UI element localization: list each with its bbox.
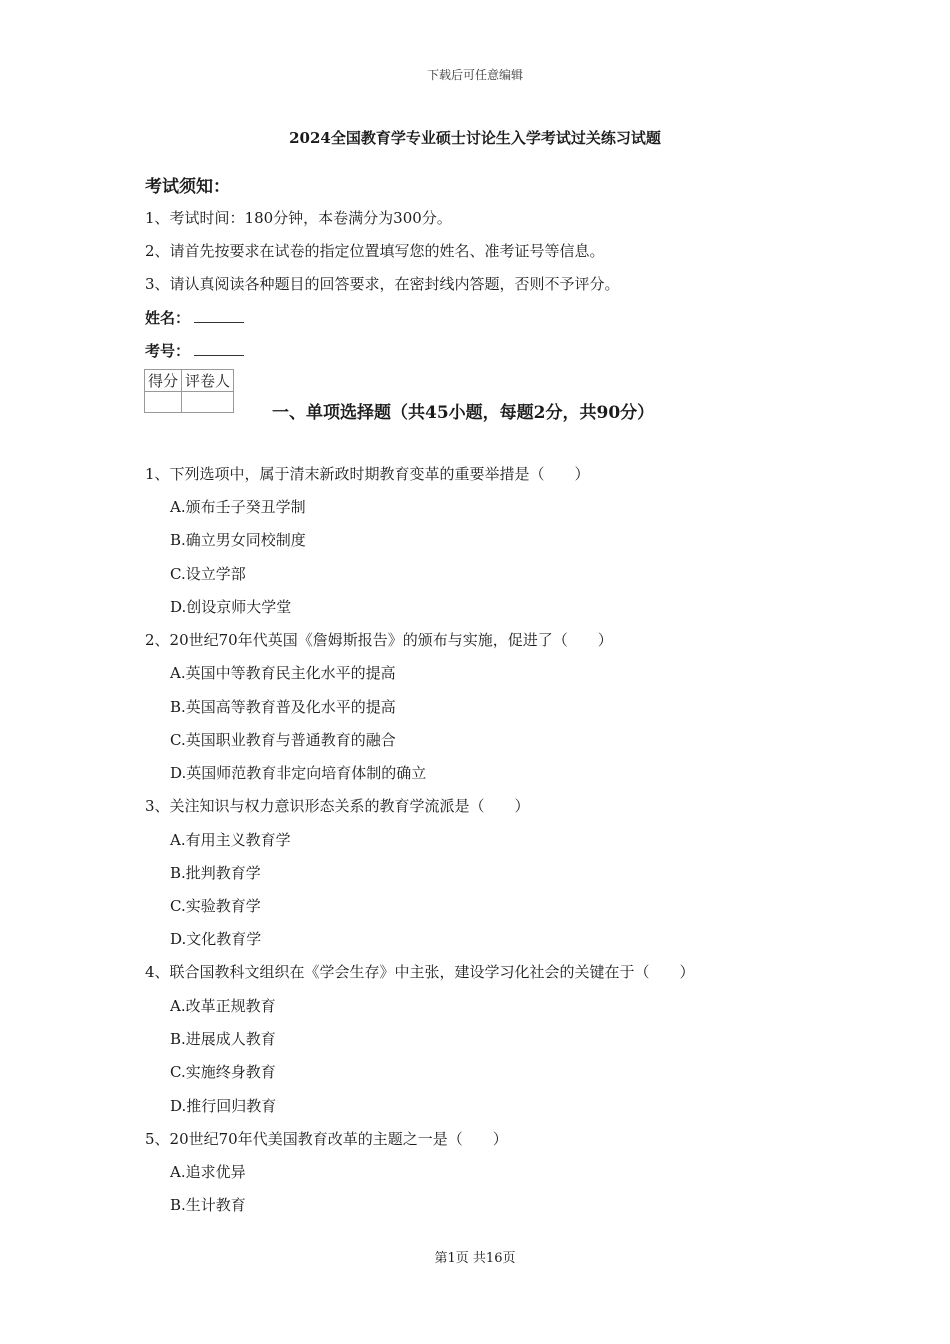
option: A.追求优异 — [170, 1163, 246, 1181]
question: 5、20世纪70年代美国教育改革的主题之一是（ ） — [145, 1130, 508, 1148]
question: 3、关注知识与权力意识形态关系的教育学流派是（ ） — [145, 797, 530, 815]
question: 4、联合国教科文组织在《学会生存》中主张，建设学习化社会的关键在于（ ） — [145, 963, 695, 981]
option: B.生计教育 — [170, 1196, 246, 1214]
option: B.批判教育学 — [170, 864, 261, 882]
page-footer: 第1页 共16页 — [434, 1251, 516, 1266]
option: A.颁布壬子癸丑学制 — [170, 498, 306, 516]
notice-item: 1、考试时间：180分钟，本卷满分为300分。 — [145, 209, 452, 227]
score-cell — [145, 392, 182, 413]
notice-item: 2、请首先按要求在试卷的指定位置填写您的姓名、准考证号等信息。 — [145, 242, 605, 260]
option: C.实验教育学 — [170, 897, 261, 915]
option: C.设立学部 — [170, 565, 246, 583]
option: A.英国中等教育民主化水平的提高 — [170, 664, 396, 682]
option: C.英国职业教育与普通教育的融合 — [170, 731, 396, 749]
score-table — [144, 369, 234, 413]
exam-id-label: 考号： — [145, 342, 191, 360]
exam-id-blank — [194, 341, 244, 356]
option: D.英国师范教育非定向培育体制的确立 — [170, 764, 427, 782]
option: B.英国高等教育普及化水平的提高 — [170, 698, 396, 716]
option: B.确立男女同校制度 — [170, 531, 306, 549]
grader-header: 评卷人 — [182, 370, 234, 392]
option: D.推行回归教育 — [170, 1097, 277, 1115]
section-heading: 一、单项选择题（共45小题，每题2分，共90分） — [272, 403, 655, 423]
page-header: 下载后可任意编辑 — [426, 68, 523, 82]
option: D.创设京师大学堂 — [170, 598, 292, 616]
question: 1、下列选项中，属于清末新政时期教育变革的重要举措是（ ） — [145, 465, 590, 483]
option: D.文化教育学 — [170, 930, 262, 948]
exam-id-field — [145, 340, 244, 361]
option: C.实施终身教育 — [170, 1063, 276, 1081]
notice-item: 3、请认真阅读各种题目的回答要求，在密封线内答题，否则不予评分。 — [145, 275, 620, 293]
name-label: 姓名： — [145, 309, 191, 327]
notice-heading: 考试须知： — [145, 177, 230, 197]
option: A.有用主义教育学 — [170, 831, 291, 849]
score-header: 得分 — [145, 370, 182, 392]
name-field — [145, 307, 244, 328]
page-title: 2024全国教育学专业硕士讨论生入学考试过关练习试题 — [289, 129, 661, 147]
option: A.改革正规教育 — [170, 997, 276, 1015]
name-blank — [194, 308, 244, 323]
grader-cell — [182, 392, 234, 413]
option: B.进展成人教育 — [170, 1030, 276, 1048]
question: 2、20世纪70年代英国《詹姆斯报告》的颁布与实施，促进了（ ） — [145, 631, 613, 649]
